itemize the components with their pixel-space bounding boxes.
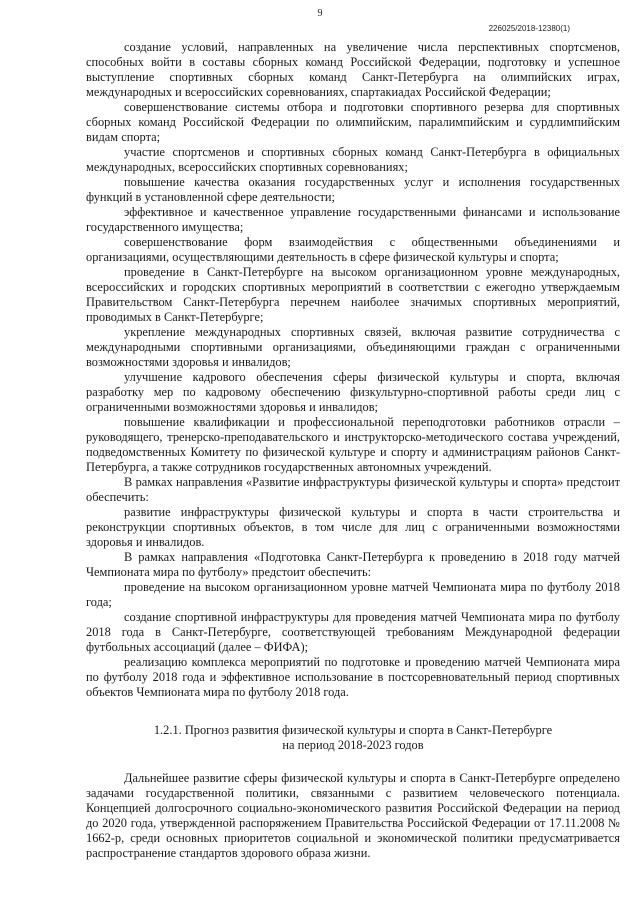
paragraph: проведение на высоком организационном уровне матчей Чемпионата мира по футболу 2018 года; <box>86 580 620 609</box>
paragraph: повышение квалификации и профессиональной переподготовки работников отрасли – руководящего, тренерско-преподавательского и инструкторско-методического состава учреждений, подведомственных Комитету по физической культуре и спорту и администрациям районов Санкт-Петербурга, а также сотрудников государственных автономных учреждений. <box>86 415 620 474</box>
paragraph: участие спортсменов и спортивных сборных команд Санкт-Петербурга в официальных международных, всероссийских спортивных соревнованиях; <box>86 145 620 174</box>
section-heading <box>86 723 620 753</box>
paragraph: Дальнейшее развитие сферы физической культуры и спорта в Санкт-Петербурге определено задачами государственной политики, связанными с развитием человеческого потенциала. Концепцией долгосрочного социально-экономического развития Российской Федерации на период до 2020 года, утвержденной распоряжением Правительства Российской Федерации от 17.11.2008 № 1662-р, среди основных приоритетов социальной и экономической политики предусматривается распространение стандартов здорового образа жизни. <box>86 771 620 860</box>
paragraph: совершенствование системы отбора и подготовки спортивного резерва для спортивных сборных команд Российской Федерации по олимпийским, паралимпийским и сурдлимпийским видам спорта; <box>86 100 620 144</box>
paragraph: совершенствование форм взаимодействия с общественными объединениями и организациями, осуществляющими деятельность в сфере физической культуры и спорта; <box>86 235 620 264</box>
paragraph: повышение качества оказания государственных услуг и исполнения государственных функций в установленной сфере деятельности; <box>86 175 620 204</box>
section-heading-line: 1.2.1. Прогноз развития физической культуры и спорта в Санкт-Петербурге <box>153 723 553 737</box>
paragraph: создание условий, направленных на увеличение числа перспективных спортсменов, способных войти в составы сборных команд Российской Федерации, подготовку и успешное выступление спортивных сборных команд Санкт-Петербурга на олимпийских играх, международных и всероссийских соревнованиях, спартакиадах Российской Федерации; <box>86 40 620 99</box>
paragraph: улучшение кадрового обеспечения сферы физической культуры и спорта, включая разработку мер по кадровому обеспечению физкультурно-спортивной работы среди лиц с ограниченными возможностями здоровья и инвалидов; <box>86 370 620 414</box>
paragraph: развитие инфраструктуры физической культуры и спорта в части строительства и реконструкции спортивных объектов, в том числе для лиц с ограниченными возможностями здоровья и инвалидов. <box>86 505 620 549</box>
paragraph: В рамках направления «Подготовка Санкт-Петербурга к проведению в 2018 году матчей Чемпионата мира по футболу» предстоит обеспечить: <box>86 550 620 579</box>
paragraph: эффективное и качественное управление государственными финансами и использование государственного имущества; <box>86 205 620 234</box>
paragraph: проведение в Санкт-Петербурге на высоком организационном уровне международных, всероссийских и городских спортивных мероприятий в соответствии с ежегодно утверждаемым Правительством Санкт-Петербурга перечнем наиболее значимых спортивных мероприятий, проводимых в Санкт-Петербурге; <box>86 265 620 324</box>
paragraph: В рамках направления «Развитие инфраструктуры физической культуры и спорта» предстоит обеспечить: <box>86 475 620 504</box>
paragraph: укрепление международных спортивных связей, включая развитие сотрудничества с международными спортивными организациями, объединяющими граждан с ограниченными возможностями здоровья и инвалидов; <box>86 325 620 369</box>
paragraph: реализацию комплекса мероприятий по подготовке и проведению матчей Чемпионата мира по футболу 2018 года и эффективное использование в постсоревновательный период спортивных объектов Чемпионата мира по футболу 2018 года. <box>86 655 620 699</box>
paragraph: создание спортивной инфраструктуры для проведения матчей Чемпионата мира по футболу 2018 года в Санкт-Петербурге, соответствующей требованиям Международной федерации футбольных ассоциаций (далее – ФИФА); <box>86 610 620 654</box>
document-id: 226025/2018-12380(1) <box>488 24 570 33</box>
document-body <box>86 40 620 861</box>
page-number: 9 <box>317 8 323 19</box>
section-heading-line: на период 2018-2023 годов <box>282 738 424 752</box>
